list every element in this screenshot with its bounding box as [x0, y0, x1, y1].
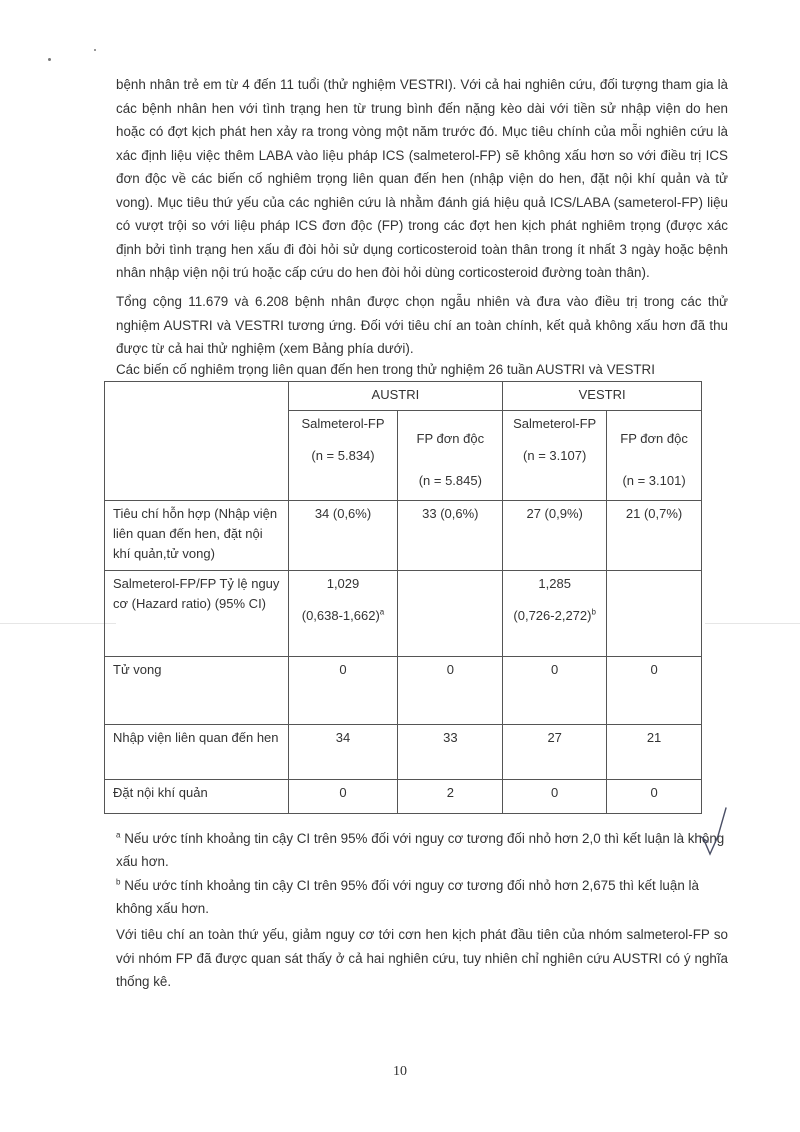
footnote-a [116, 827, 728, 873]
cell: 33 [398, 725, 503, 780]
cell-empty [398, 571, 503, 657]
cell: 2 [398, 780, 503, 814]
cell: 0 [398, 657, 503, 725]
subheader-n: (n = 3.101) [622, 473, 686, 488]
cell: 34 [288, 725, 398, 780]
cell: 21 (0,7%) [607, 501, 702, 571]
subheader-name: FP đơn độc [620, 431, 688, 446]
cell: 0 [503, 657, 607, 725]
footnote-mark: a [116, 830, 121, 840]
row-label: Tiêu chí hỗn hợp (Nhập viện liên quan đến hen, đặt nội khí quản,tử vong) [105, 501, 289, 571]
table-row-composite [105, 501, 702, 571]
cell: 33 (0,6%) [398, 501, 503, 571]
cell: 0 [288, 657, 398, 725]
group-header-austri: AUSTRI [288, 382, 503, 411]
subheader-n: (n = 5.845) [418, 473, 482, 488]
subheader-n: (n = 3.107) [523, 448, 587, 463]
table-row-intubation [105, 780, 702, 814]
row-label: Salmeterol-FP/FP Tỷ lệ nguy cơ (Hazard ratio) (95% CI) [105, 571, 289, 657]
footnote-text: Nếu ước tính khoảng tin cậy CI trên 95% đối với nguy cơ tương đối nhỏ hơn 2,675 thì kết luận là không xấu hơn. [116, 878, 699, 916]
subheader-vestri-salmeterol [503, 411, 607, 501]
totals-paragraph: Tổng cộng 11.679 và 6.208 bệnh nhân được chọn ngẫu nhiên và đưa vào điều trị trong các thử nghiệm AUSTRI và VESTRI tương ứng. Đối với tiêu chí an toàn chính, kết quả không xấu hơn đã thu được từ cả hai thử nghiệm (xem Bảng phía dưới). [116, 294, 728, 356]
cell: 0 [288, 780, 398, 814]
footnote-b [116, 874, 728, 920]
footnote-text: Nếu ước tính khoảng tin cậy CI trên 95% đối với nguy cơ tương đối nhỏ hơn 2,0 thì kết luận là không xấu hơn. [116, 831, 725, 869]
asthma-events-table [104, 381, 702, 814]
group-header-vestri: VESTRI [503, 382, 702, 411]
subheader-name: Salmeterol-FP [301, 416, 385, 431]
cell: 21 [607, 725, 702, 780]
hazard-ratio-value: 1,029 [326, 576, 360, 591]
subheader-name: FP đơn độc [416, 431, 485, 446]
hazard-ratio-value: 1,285 [538, 576, 571, 591]
cell: 0 [503, 780, 607, 814]
footnote-mark: b [116, 877, 121, 887]
scan-speck [94, 49, 96, 51]
row-label: Tử vong [105, 657, 289, 725]
cell: 0 [607, 657, 702, 725]
table-row-hazard-ratio [105, 571, 702, 657]
table-corner-cell [105, 382, 289, 501]
footnote-mark: a [379, 607, 385, 617]
table-row-deaths [105, 657, 702, 725]
subheader-austri-salmeterol [288, 411, 398, 501]
scan-artifact-line [0, 623, 116, 624]
subheader-n: (n = 5.834) [311, 448, 375, 463]
cell: 27 [503, 725, 607, 780]
subheader-austri-fp [398, 411, 503, 501]
cell: 0 [607, 780, 702, 814]
pen-mark-icon [694, 806, 734, 858]
table-row-hospitalization [105, 725, 702, 780]
scan-speck [48, 58, 51, 61]
cell: 34 (0,6%) [288, 501, 398, 571]
intro-paragraph: bệnh nhân trẻ em từ 4 đến 11 tuổi (thử nghiệm VESTRI). Với cả hai nghiên cứu, đối tượng tham gia là các bệnh nhân hen với tình trạng hen từ trung bình đến nặng kèo dài với tiền sử nhập viện do hen hoặc có đợt kịch phát hen xảy ra trong vòng một năm trước đó. Mục tiêu chính của mỗi nghiên cứu là xác định liệu việc thêm LABA vào liệu pháp ICS (salmeterol-FP) sẽ không xấu hơn so với điều trị ICS đơn độc về các biến cố nghiêm trọng liên quan đến hen (nhập viện do hen, đặt nội khí quản và tử vong). Mục tiêu thứ yếu của các nghiên cứu là nhằm đánh giá hiệu quả ICS/LABA (sameterol-FP) liệu có vượt trội so với liệu pháp ICS đơn độc (FP) trong các đợt hen kịch phát nghiêm trọng (được xác định bởi tình trạng hen xấu đi đòi hỏi sử dụng corticosteroid toàn thân trong ít nhất 3 ngày hoặc bệnh nhân nhập viện nội trú hoặc cấp cứu do hen đòi hỏi dùng corticosteroid đường toàn thân). [116, 77, 728, 280]
hazard-ratio-vestri [503, 571, 607, 657]
subheader-vestri-fp [607, 411, 702, 501]
hazard-ratio-austri [288, 571, 398, 657]
row-label: Đặt nội khí quản [105, 780, 289, 814]
subheader-name: Salmeterol-FP [513, 416, 597, 431]
confidence-interval: (0,726-2,272) [513, 608, 592, 623]
row-label: Nhập viện liên quan đến hen [105, 725, 289, 780]
table-group-header-row [105, 382, 702, 411]
page-number: 10 [393, 1064, 407, 1079]
cell-empty [607, 571, 702, 657]
scan-artifact-line [705, 623, 800, 624]
footnote-mark: b [591, 607, 596, 617]
confidence-interval: (0,638-1,662) [301, 608, 380, 623]
table-caption: Các biến cố nghiêm trọng liên quan đến hen trong thử nghiệm 26 tuần AUSTRI và VESTRI [116, 362, 655, 377]
cell: 27 (0,9%) [503, 501, 607, 571]
secondary-paragraph: Với tiêu chí an toàn thứ yếu, giảm nguy cơ tới cơn hen kịch phát đầu tiên của nhóm salmeterol-FP so với nhóm FP đã được quan sát thấy ở cả hai nghiên cứu, tuy nhiên chỉ nghiên cứu AUSTRI có ý nghĩa thống kê. [116, 927, 728, 989]
